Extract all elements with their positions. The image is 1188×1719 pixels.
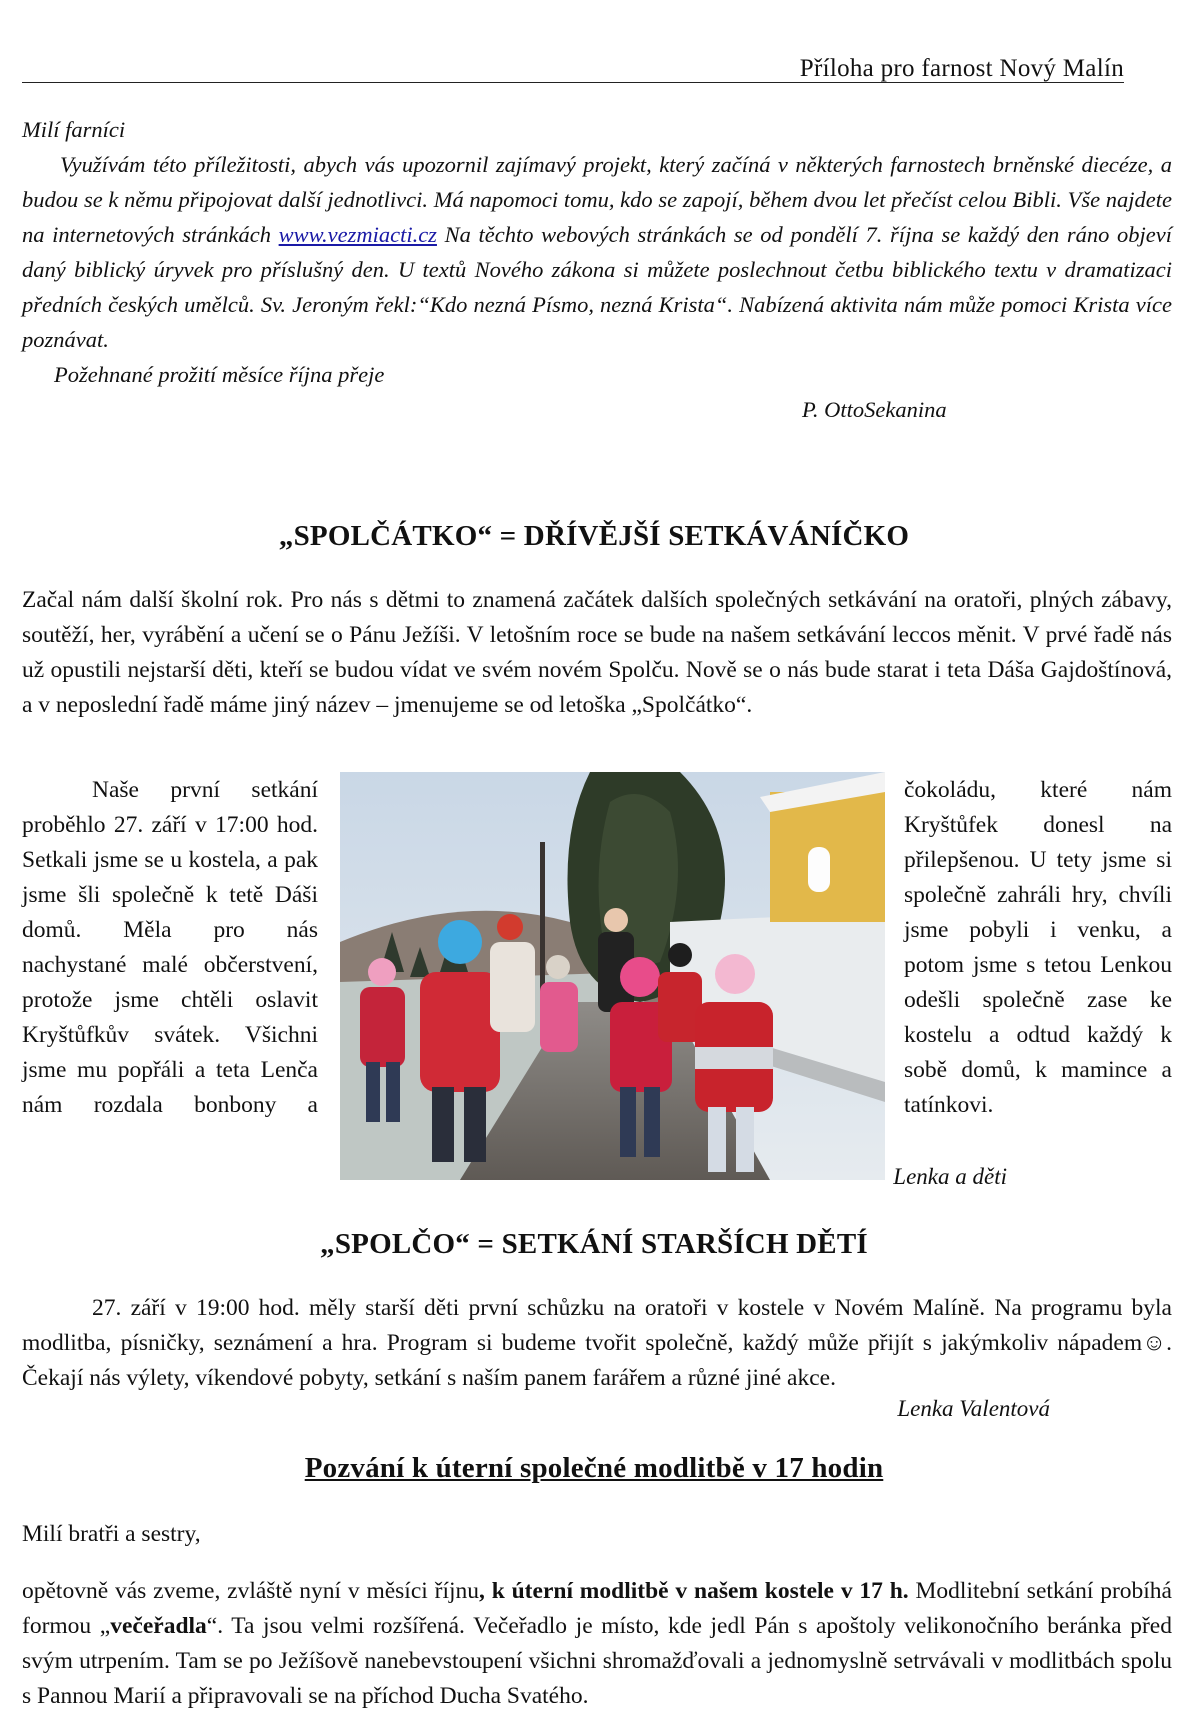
spolco-text: 27. září v 19:00 hod. měly starší děti první schůzku na oratoři v kostele v Novém Malíně. Na programu byla modlitba, písničky, seznámení a hra. Program si budeme tvořit společně, každý může přijít s jakýmkoliv nápadem☺. Čekají nás výlety, víkendové pobyty, setkání s naším panem farářem a různé jiné akce. xyxy=(22,1295,1172,1391)
letter-signature: P. OttoSekanina xyxy=(802,397,947,422)
section-heading-prayer: Pozvání k úterní společné modlitbě v 17 hodin xyxy=(304,1452,884,1484)
letter-body xyxy=(22,147,1172,357)
letter-blessing: Požehnané prožití měsíce října přeje xyxy=(54,362,385,387)
priest-letter xyxy=(22,112,1172,427)
prayer-greeting: Milí bratři a sestry, xyxy=(22,1521,201,1547)
letter-body-start: Využívám této příležitosti, abych vás upozornil zajímavý projekt, který začíná v některých farnostech brněnské diecéze, a budou se k němu připojovat další jednotlivci. Má napomoci tomu, kdo se zapojí, během dvou let přečíst celou Bibli. Vše najdete na internetových stránkách xyxy=(22,152,1172,247)
section-heading-spolcatko: „SPOLČÁTKO“ = DŘÍVĚJŠÍ SETKÁVÁNÍČKO xyxy=(278,520,910,552)
spolcatko-author: Lenka a děti xyxy=(893,1164,1007,1189)
prayer-text xyxy=(22,1574,1172,1714)
letter-body-end: Na těchto webových stránkách se od pondělí 7. října se každý den ráno objeví daný biblický úryvek pro příslušný den. U textů Nového zákona si můžete poslechnout četbu biblického textu v dramatizaci předních českých umělců. Sv. Jeroným řekl:“Kdo nezná Písmo, nezná Krista“. Nabízená aktivita nám může pomoci Krista více poznávat. xyxy=(22,222,1172,352)
spolcatko-right-column: čokoládu, které nám Kryštůfek donesl na přilepšenou. U tety jsme si společně zahráli hry, chvíli jsme pobyli i venku, a potom jsme s tetou Lenkou odešli společně zase ke kostelu a odtud každý k sobě domů, k mamince a tatínkovi. xyxy=(904,777,1172,1118)
header-title: Příloha pro farnost Nový Malín xyxy=(799,55,1124,82)
section-heading-spolco: „SPOLČO“ = SETKÁNÍ STARŠÍCH DĚTÍ xyxy=(320,1228,868,1260)
page-header xyxy=(22,52,1124,83)
website-link[interactable]: www.vezmiacti.cz xyxy=(278,222,437,247)
spolco-author: Lenka Valentová xyxy=(897,1396,1050,1421)
prayer-text-end: “. Ta jsou velmi rozšířená. Večeřadlo je místo, kde jedl Pán s apoštoly velikonočního beránka před svým utrpením. Tam se po Ježíšově nanebevstoupení všichni shromažďovali a jednomyslně setrvávali v modlitbách spolu s Pannou Marií a připravovali se na příchod Ducha Svatého. xyxy=(22,1613,1172,1709)
spolcatko-left-column: Naše první setkání proběhlo 27. září v 17:00 hod. Setkali jsme se u kostela, a pak jsme šli společně k tetě Dáši domů. Měla pro nás nachystané malé občerstvení, protože jsme chtěli oslavit Kryštůfkův svátek. Všichni jsme mu popřáli a teta Lenča nám rozdala bonbony a xyxy=(22,777,318,1118)
prayer-text-start: opětovně vás zveme, zvláště nyní v měsíci říjnu xyxy=(22,1578,479,1604)
letter-greeting: Milí farníci xyxy=(22,117,126,142)
prayer-bold-invitation: , k úterní modlitbě v našem kostele v 17 h. xyxy=(479,1578,909,1604)
prayer-bold-vecereadla: večeřadla xyxy=(110,1613,207,1639)
spolcatko-intro: Začal nám další školní rok. Pro nás s dětmi to znamená začátek dalších společných setkávání na oratoři, plných zábavy, soutěží, her, vyrábění a učení se o Pánu Ježíši. V letošním roce se bude na našem setkávání leccos měnit. V prvé řadě nás už opustili nejstarší děti, kteří se budou vídat ve svém novém Spolču. Nově se o nás bude starat i teta Dáša Gajdoštínová, a v neposlední řadě máme jiný název – jmenujeme se od letoška „Spolčátko“. xyxy=(22,587,1172,718)
prayer-text-mid: Modlitební setkání probíhá formou „ xyxy=(22,1578,1172,1639)
children-walking-photo xyxy=(340,772,885,1180)
